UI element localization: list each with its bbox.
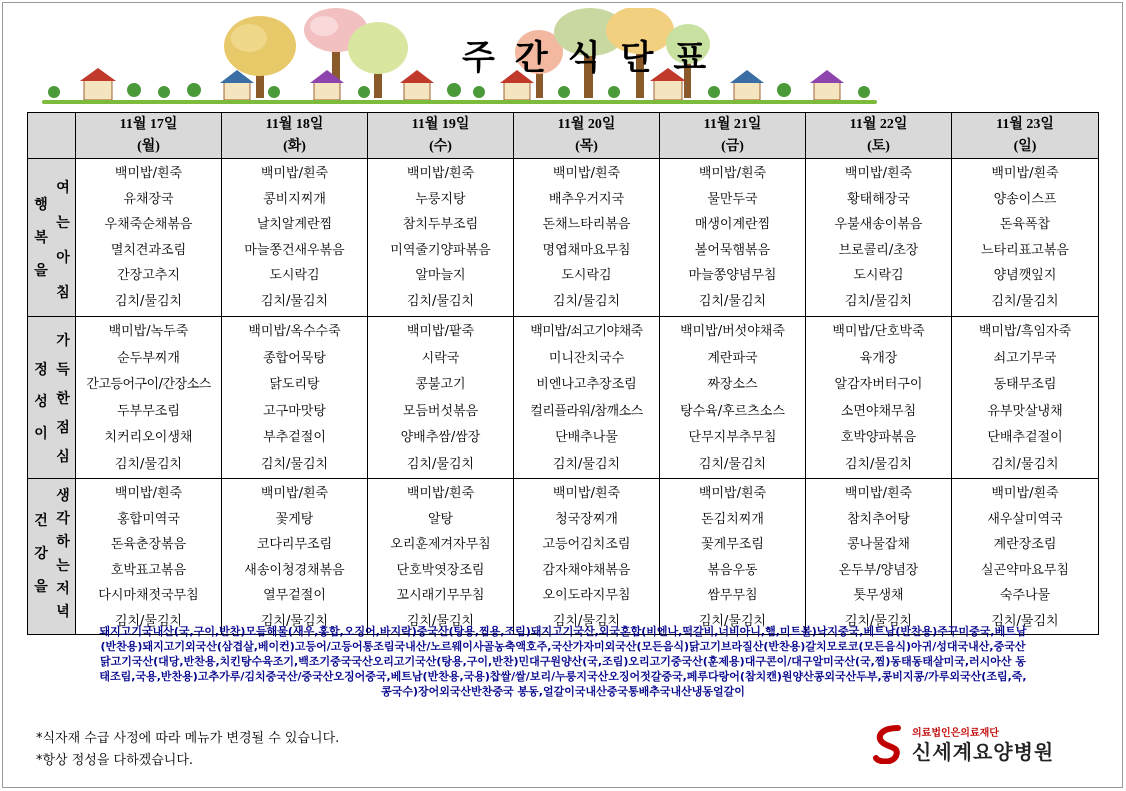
dish-item: 김치/물김치 — [260, 293, 329, 309]
dish-item: 김치/물김치 — [698, 293, 767, 309]
house-icon — [400, 70, 434, 100]
menu-cell — [952, 479, 1099, 635]
dish-item: 김치/물김치 — [260, 613, 329, 629]
dish-item: 동태무조림 — [993, 377, 1057, 392]
dish-item: 톳무생채 — [853, 588, 904, 603]
dish-item: 백미밥/흑임자죽 — [978, 324, 1072, 339]
dish-item: 시락국 — [421, 350, 460, 366]
dish-item: 김치/물김치 — [114, 456, 183, 472]
dish-item: 마늘쫑건새우볶음 — [244, 242, 345, 258]
house-icon — [730, 70, 764, 100]
dish-item: 백미밥/팥죽 — [406, 324, 475, 339]
dish-item: 백미밥/흰죽 — [552, 486, 621, 501]
dish-item: 닭도리탕 — [269, 377, 320, 392]
dish-item: 실곤약마요무침 — [981, 562, 1069, 578]
header-banner — [24, 8, 884, 106]
origin-line: 닭고기국산(대당,반찬용,치킨탕수육조기,백조기중국국산오리고기국산(탕용,구이,반찬)민대구원양산(국,조림)오리고기중국산(훈제용)대구콘이/대구알미국산(국,찜)동태동태살미국,러시아산 동 — [100, 655, 1026, 668]
meal-row — [28, 159, 1099, 317]
note-line: *식자재 수급 사정에 따라 메뉴가 변경될 수 있습니다. — [36, 731, 340, 746]
dish-item: 종합어묵탕 — [263, 350, 326, 366]
dish-item: 알탕 — [427, 511, 454, 527]
dish-item: 탕수육/후르츠소스 — [680, 403, 785, 419]
origin-info — [30, 624, 1096, 699]
dish-item: 김치/물김치 — [406, 293, 475, 309]
dish-item: 코다리무조림 — [256, 537, 333, 552]
dish-item: 열무겉절이 — [263, 588, 326, 603]
dish-item: 꽃게무조림 — [701, 537, 764, 552]
menu-cell — [514, 317, 660, 479]
dish-item: 간고등어구이/간장소스 — [86, 377, 211, 392]
dish-item: 단무지부추무침 — [688, 430, 777, 445]
dish-item: 돈김치찌개 — [701, 511, 764, 527]
dish-item: 백미밥/옥수수죽 — [248, 324, 341, 339]
dish-item: 두부무조림 — [117, 403, 180, 419]
dish-item: 호박표고볶음 — [110, 562, 187, 578]
dish-item: 숙주나물 — [999, 588, 1051, 603]
dish-item: 오이도라지무침 — [542, 588, 631, 603]
dish-item: 쇠고기무국 — [993, 350, 1057, 366]
menu-cell — [806, 159, 952, 317]
menu-cell — [660, 317, 806, 479]
day-weekday: (화) — [283, 138, 306, 154]
dish-item: 김치/물김치 — [114, 293, 183, 309]
dish-item: 우채죽순채볶음 — [104, 217, 193, 232]
menu-cell — [806, 317, 952, 479]
origin-line: 돼지고기국내산(국,구이,반찬)모듬해물(새우,홍합,오징어,바지락)중국산(탕용,찜용,조림)돼지고기국산,외국혼합(비엔나,떡갈비,너비아니,햄,미트볼)낙지중국,베트남(반찬용)주꾸미중국,베트남 — [99, 625, 1027, 638]
dish-item: 짜장소스 — [707, 377, 758, 392]
day-date: 11월 17일 — [119, 116, 178, 132]
dish-item: 백미밥/흰죽 — [552, 166, 621, 181]
dish-item: 김치/물김치 — [844, 456, 913, 472]
dish-item: 온두부/양념장 — [838, 562, 919, 578]
day-weekday: (월) — [137, 138, 160, 154]
hospital-logo — [872, 722, 1072, 766]
logo-subtitle: 의료법인은의료재단 — [912, 728, 999, 739]
day-header — [76, 113, 222, 159]
meal-label-main: 행 복 을 — [34, 196, 48, 280]
meal-label — [28, 317, 76, 479]
dish-item: 참치추어탕 — [847, 511, 910, 527]
menu-cell — [222, 159, 368, 317]
meal-label-sub: 여 는 아 침 — [56, 179, 70, 301]
day-date: 11월 23일 — [996, 116, 1054, 132]
ground-line — [42, 100, 877, 104]
dish-item: 돈채느타리볶음 — [542, 217, 631, 232]
menu-cell — [222, 317, 368, 479]
dish-item: 브로콜리/초장 — [838, 242, 919, 258]
dish-item: 백미밥/흰죽 — [991, 486, 1059, 501]
dish-item: 양념깻잎지 — [993, 268, 1057, 283]
dish-item: 도시락김 — [561, 268, 612, 283]
dish-item: 물만두국 — [707, 191, 758, 207]
dish-item: 백미밥/녹두죽 — [108, 324, 189, 339]
dish-item: 김치/물김치 — [406, 613, 475, 629]
dish-item: 간장고추지 — [117, 268, 180, 283]
dish-item: 백미밥/흰죽 — [991, 166, 1059, 181]
dish-item: 김치/물김치 — [406, 456, 475, 472]
dish-item: 누룽지탕 — [415, 191, 466, 207]
dish-item: 백미밥/단호박죽 — [832, 324, 925, 339]
day-header — [368, 113, 514, 159]
date-header-row — [28, 113, 1099, 159]
day-weekday: (금) — [721, 138, 744, 154]
dish-item: 치커리오이생채 — [104, 430, 193, 445]
day-date: 11월 19일 — [411, 116, 470, 132]
menu-cell — [76, 317, 222, 479]
dish-item: 날치알계란찜 — [256, 217, 333, 232]
meal-label-sub: 가 득 한 점 심 — [56, 332, 70, 466]
dish-item: 황태해장국 — [847, 191, 910, 207]
dish-item: 모듬버섯볶음 — [402, 403, 479, 419]
dish-item: 백미밥/버섯야채죽 — [680, 324, 785, 339]
dish-item: 소면야채무침 — [840, 403, 917, 419]
dish-item: 미니잔치국수 — [548, 350, 625, 366]
dish-item: 다시마채젓국무침 — [98, 588, 199, 603]
day-header — [514, 113, 660, 159]
dish-item: 도시락김 — [269, 268, 320, 283]
dish-item: 호박양파볶음 — [840, 430, 917, 445]
dish-item: 쌈무무침 — [707, 588, 758, 603]
dish-item: 돈육춘장볶음 — [110, 537, 187, 552]
menu-cell — [222, 479, 368, 635]
menu-cell — [952, 159, 1099, 317]
dish-item: 돈육폭찹 — [999, 217, 1051, 232]
dish-item: 백미밥/흰죽 — [698, 166, 767, 181]
day-date: 11월 18일 — [265, 116, 324, 132]
dish-item: 백미밥/흰죽 — [844, 486, 913, 501]
notes — [36, 728, 339, 772]
dish-item: 김치/물김치 — [991, 613, 1059, 629]
dish-item: 김치/물김치 — [844, 293, 913, 309]
menu-cell — [660, 159, 806, 317]
dish-item: 양송이스프 — [993, 191, 1057, 207]
dish-item: 멸치견과조림 — [110, 242, 187, 258]
day-header — [952, 113, 1099, 159]
meal-row — [28, 479, 1099, 635]
dish-item: 유채장국 — [123, 191, 174, 207]
dish-item: 매생이계란찜 — [694, 217, 771, 232]
dish-item: 홍합미역국 — [117, 511, 180, 527]
dish-item: 감자채야채볶음 — [542, 562, 631, 578]
day-header — [222, 113, 368, 159]
menu-cell — [368, 317, 514, 479]
dish-item: 우불새송이볶음 — [834, 217, 923, 232]
dish-item: 양배추쌈/쌈장 — [400, 430, 481, 445]
dish-item: 백미밥/흰죽 — [844, 166, 913, 181]
dish-item: 콩비지찌개 — [263, 191, 326, 207]
dish-item: 김치/물김치 — [114, 613, 183, 629]
menu-cell — [76, 479, 222, 635]
dish-item: 육개장 — [859, 350, 898, 366]
menu-cell — [660, 479, 806, 635]
meal-label — [28, 479, 76, 635]
weekly-menu-table — [27, 112, 1099, 635]
menu-cell — [514, 479, 660, 635]
menu-cell — [368, 479, 514, 635]
meal-label-sub: 생 각 하 는 저 녁 — [56, 487, 70, 621]
dish-item: 느타리표고볶음 — [981, 242, 1069, 258]
dish-item: 꽃게탕 — [275, 511, 314, 527]
dish-item: 꼬시래기무무침 — [396, 588, 485, 603]
dish-item: 청국장찌개 — [555, 511, 618, 527]
house-icon — [80, 68, 116, 100]
meal-label-main: 건 강 을 — [34, 512, 48, 596]
dish-item: 김치/물김치 — [844, 613, 913, 629]
dish-item: 백미밥/흰죽 — [406, 486, 475, 501]
dish-item: 새우살미역국 — [987, 511, 1063, 527]
day-date: 11월 21일 — [703, 116, 762, 132]
dish-item: 볶음우동 — [707, 562, 758, 578]
day-header — [660, 113, 806, 159]
dish-item: 참치두부조림 — [402, 217, 479, 232]
dish-item: 김치/물김치 — [260, 456, 329, 472]
meal-row — [28, 317, 1099, 479]
dish-item: 단배추나물 — [555, 430, 618, 445]
origin-line: (반찬용)돼지고기외국산(삼겹살,베이컨)고등어/고등어통조림국내산/노르웨이사골농축액호주,국산가자미외국산(모든음식)닭고기브라질산(반찬용)갈치모로코(모든음식)아귀/성대국내산,중국산 — [100, 640, 1026, 653]
meal-label — [28, 159, 76, 317]
corner-cell — [28, 113, 76, 159]
dish-item: 고구마맛탕 — [263, 403, 326, 419]
dish-item: 비엔나고추장조림 — [536, 377, 637, 392]
day-weekday: (수) — [429, 138, 452, 154]
page-title: 주간식단표 — [462, 38, 727, 78]
dish-item: 계란파국 — [707, 350, 758, 366]
dish-item: 단호박엿장조림 — [396, 562, 485, 578]
dish-item: 마늘쫑양념무침 — [688, 268, 777, 283]
menu-cell — [952, 317, 1099, 479]
dish-item: 백미밥/쇠고기야채죽 — [530, 324, 643, 339]
dish-item: 명엽채마요무침 — [542, 242, 631, 258]
day-date: 11월 22일 — [849, 116, 908, 132]
dish-item: 김치/물김치 — [552, 293, 621, 309]
tree-icon — [348, 22, 408, 98]
dish-item: 컬리플라워/참깨소스 — [530, 403, 643, 419]
house-icon — [810, 70, 844, 100]
origin-line: 태조림,국용,반찬용)고추가루/김치중국산/중국산오징어중국,베트남(반찬용,국용)찹쌀/쌀/보리/누룽지국산오징어젓갈중국,페루다랑어(참치캔)원양산콩외국산두부,콩비지콩/가루외국산(조림,죽, — [99, 670, 1027, 683]
dish-item: 백미밥/흰죽 — [114, 486, 183, 501]
dish-item: 김치/물김치 — [552, 613, 621, 629]
origin-line: 콩국수)장어외국산반찬중국 봉동,얼갈이국내산중국통배추국내산냉동얼갈이 — [381, 685, 745, 698]
dish-item: 백미밥/흰죽 — [698, 486, 767, 501]
menu-cell — [368, 159, 514, 317]
dish-item: 알감자버터구이 — [834, 377, 923, 392]
dish-item: 배추우거지국 — [548, 191, 625, 207]
dish-item: 단배추겉절이 — [987, 430, 1063, 445]
day-header — [806, 113, 952, 159]
logo-name: 신세계요양병원 — [912, 740, 1055, 764]
dish-item: 백미밥/흰죽 — [406, 166, 475, 181]
dish-item: 김치/물김치 — [698, 456, 767, 472]
dish-item: 콩나물잡채 — [847, 537, 910, 552]
menu-cell — [514, 159, 660, 317]
dish-item: 도시락김 — [853, 268, 904, 283]
dish-item: 백미밥/흰죽 — [260, 166, 329, 181]
dish-item: 김치/물김치 — [698, 613, 767, 629]
dish-item: 콩불고기 — [415, 377, 466, 392]
dish-item: 오리훈제겨자무침 — [390, 537, 491, 552]
dish-item: 김치/물김치 — [991, 293, 1059, 309]
dish-item: 알마늘지 — [415, 268, 466, 283]
dish-item: 김치/물김치 — [552, 456, 621, 472]
meal-label-main: 정 성 이 — [34, 362, 48, 442]
menu-cell — [806, 479, 952, 635]
dish-item: 볼어묵햄볶음 — [694, 242, 771, 258]
dish-item: 고등어김치조림 — [542, 537, 631, 552]
village-illustration — [24, 8, 884, 106]
dish-item: 유부맛살냉채 — [987, 403, 1063, 419]
day-weekday: (토) — [867, 138, 890, 154]
dish-item: 계란장조림 — [993, 537, 1057, 552]
dish-item: 김치/물김치 — [991, 456, 1059, 472]
day-weekday: (일) — [1013, 138, 1037, 154]
menu-cell — [76, 159, 222, 317]
dish-item: 부추겉절이 — [263, 430, 326, 445]
note-line: *항상 정성을 다하겠습니다. — [36, 753, 194, 768]
day-weekday: (목) — [575, 138, 598, 154]
logo-mark-icon — [872, 724, 906, 764]
dish-item: 순두부찌개 — [117, 350, 180, 366]
dish-item: 백미밥/흰죽 — [114, 166, 183, 181]
dish-item: 미역줄기양파볶음 — [390, 242, 491, 258]
day-date: 11월 20일 — [557, 116, 616, 132]
dish-item: 백미밥/흰죽 — [260, 486, 329, 501]
dish-item: 새송이청경채볶음 — [244, 562, 345, 578]
